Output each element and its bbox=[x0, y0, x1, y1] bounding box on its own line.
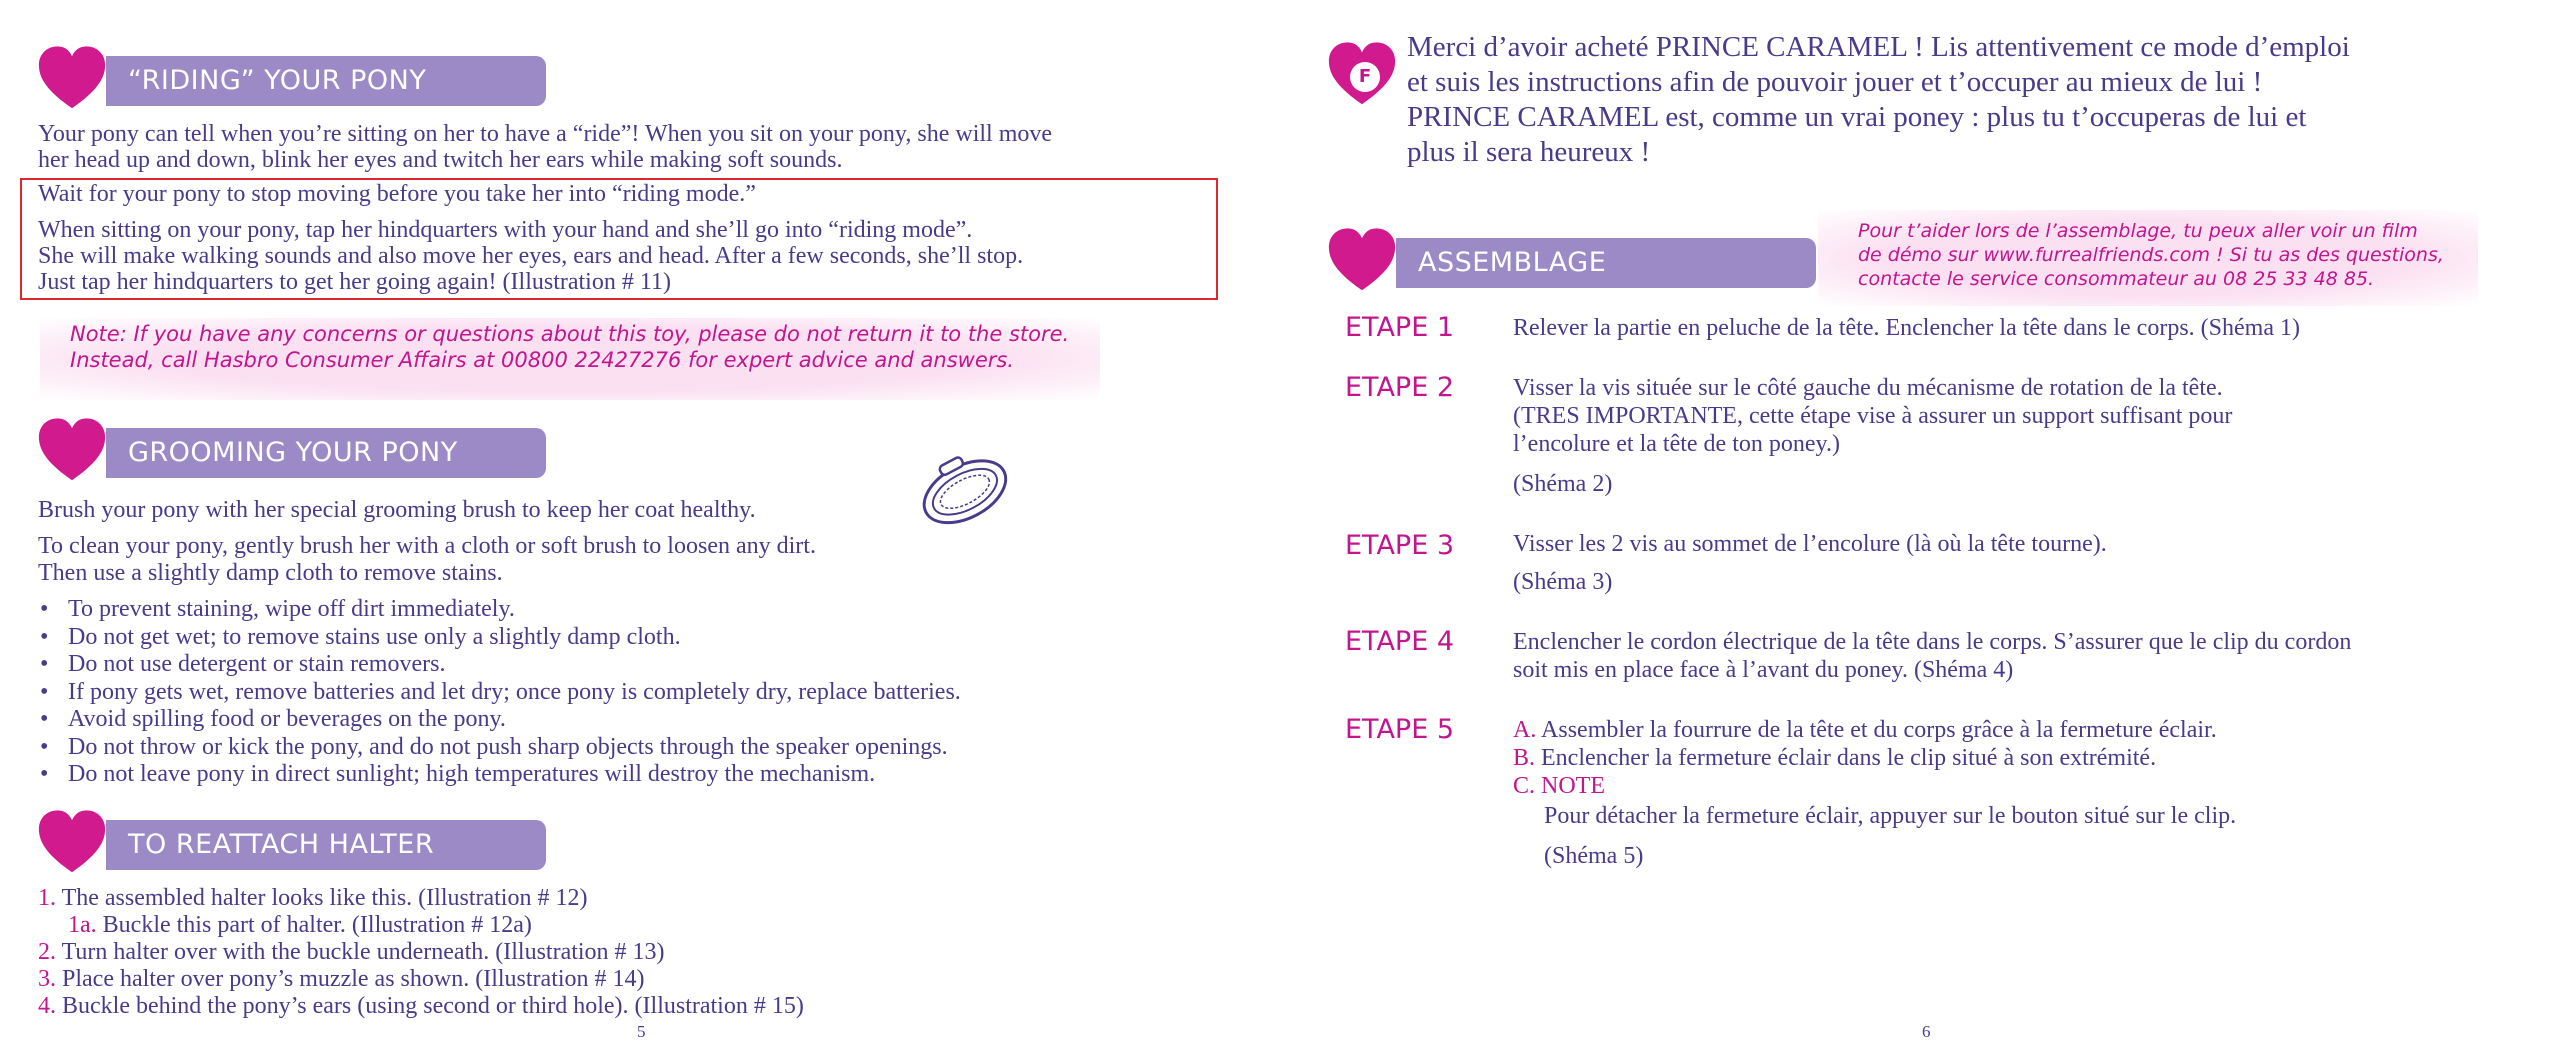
step-text: (TRES IMPORTANTE, cette étape vise à assurer un support suffisant pour bbox=[1513, 403, 2233, 429]
grooming-heading-text: GROOMING YOUR PONY bbox=[128, 437, 458, 468]
step-text: Pour détacher la fermeture éclair, appuyer sur le bouton situé sur le clip. bbox=[1544, 803, 2237, 829]
riding-heading bbox=[36, 52, 546, 108]
step-label: ETAPE 4 bbox=[1345, 626, 1455, 657]
list-item: 2. Turn halter over with the buckle underneath. (Illustration # 13) bbox=[38, 939, 665, 965]
step-ref: (Shéma 3) bbox=[1513, 569, 1613, 595]
list-item: 1a. Buckle this part of halter. (Illustration # 12a) bbox=[68, 912, 532, 938]
step-ref: (Shéma 2) bbox=[1513, 471, 1613, 497]
step-label: ETAPE 5 bbox=[1345, 714, 1455, 745]
riding-paragraph-3a: When sitting on your pony, tap her hindquarters with your hand and she’ll go into “riding mode”. bbox=[38, 217, 973, 243]
riding-paragraph-1b: her head up and down, blink her eyes and twitch her ears while making soft sounds. bbox=[38, 147, 843, 173]
riding-paragraph-3c: Just tap her hindquarters to get her going again! (Illustration # 11) bbox=[38, 269, 671, 295]
halter-heading-text: TO REATTACH HALTER bbox=[128, 829, 435, 860]
step-label: ETAPE 3 bbox=[1345, 530, 1455, 561]
riding-heading-text: “RIDING” YOUR PONY bbox=[128, 65, 427, 96]
step-note-label: C. NOTE bbox=[1513, 773, 1605, 799]
list-item: • If pony gets wet, remove batteries and let dry; once pony is completely dry, replace batteries. bbox=[38, 679, 961, 707]
step-text: B. Enclencher la fermeture éclair dans le clip situé à son extrémité. bbox=[1513, 745, 2157, 771]
assemblage-heading bbox=[1326, 234, 1826, 290]
grooming-heading bbox=[36, 424, 546, 480]
heart-icon bbox=[36, 414, 108, 486]
assemblage-heading-text: ASSEMBLAGE bbox=[1418, 247, 1607, 278]
step-label: ETAPE 1 bbox=[1345, 312, 1455, 343]
step-text: Visser les 2 vis au sommet de l’encolure (là où la tête tourne). bbox=[1513, 531, 2107, 557]
page-number: 5 bbox=[637, 1022, 646, 1041]
language-badge: F bbox=[1350, 62, 1380, 92]
step-text: soit mis en place face à l’avant du poney. (Shéma 4) bbox=[1513, 657, 2014, 683]
halter-heading bbox=[36, 816, 546, 872]
step-ref: (Shéma 5) bbox=[1544, 843, 1644, 869]
heart-icon bbox=[36, 42, 108, 114]
heart-icon bbox=[1326, 224, 1398, 296]
page-number: 6 bbox=[1922, 1022, 1931, 1041]
grooming-paragraph-2b: Then use a slightly damp cloth to remove stains. bbox=[38, 560, 503, 586]
heart-icon bbox=[36, 806, 108, 878]
assemblage-note: Pour t’aider lors de l’assemblage, tu peux aller voir un film de démo sur www.furrealfriends.com ! Si tu as des questions, contacte le service consommateur au 08 25 33 48 85. bbox=[1818, 210, 2478, 306]
grooming-bullet-list bbox=[38, 596, 961, 789]
step-text: Relever la partie en peluche de la tête. Enclencher la tête dans le corps. (Shéma 1) bbox=[1513, 315, 2300, 341]
list-item: 4. Buckle behind the pony’s ears (using second or third hole). (Illustration # 15) bbox=[38, 993, 804, 1019]
riding-paragraph-1a: Your pony can tell when you’re sitting on her to have a “ride”! When you sit on your pony, she will move bbox=[38, 121, 1053, 147]
list-item: 1. The assembled halter looks like this. (Illustration # 12) bbox=[38, 885, 588, 911]
grooming-paragraph-1: Brush your pony with her special grooming brush to keep her coat healthy. bbox=[38, 497, 756, 523]
list-item: 3. Place halter over pony’s muzzle as shown. (Illustration # 14) bbox=[38, 966, 645, 992]
list-item: • Avoid spilling food or beverages on the pony. bbox=[38, 706, 961, 734]
list-item: • Do not get wet; to remove stains use only a slightly damp cloth. bbox=[38, 624, 961, 652]
step-text: A. Assembler la fourrure de la tête et du corps grâce à la fermeture éclair. bbox=[1513, 717, 2217, 743]
note-line-1: If you have any concerns or questions about this toy, please do not return it to the store. bbox=[126, 322, 1070, 346]
riding-paragraph-2: Wait for your pony to stop moving before you take her into “riding mode.” bbox=[38, 181, 756, 207]
riding-paragraph-3b: She will make walking sounds and also move her eyes, ears and head. After a few seconds, she’ll stop. bbox=[38, 243, 1024, 269]
list-item: • To prevent staining, wipe off dirt immediately. bbox=[38, 596, 961, 624]
grooming-paragraph-2a: To clean your pony, gently brush her with a cloth or soft brush to loosen any dirt. bbox=[38, 533, 816, 559]
step-text: Enclencher le cordon électrique de la tête dans le corps. S’assurer que le clip du cordon bbox=[1513, 629, 2352, 655]
list-item: • Do not leave pony in direct sunlight; high temperatures will destroy the mechanism. bbox=[38, 761, 961, 789]
step-text: Visser la vis située sur le côté gauche du mécanisme de rotation de la tête. bbox=[1513, 375, 2223, 401]
step-text: l’encolure et la tête de ton poney.) bbox=[1513, 431, 1840, 457]
list-item: • Do not throw or kick the pony, and do not push sharp objects through the speaker openings. bbox=[38, 734, 961, 762]
note-line-2: Instead, call Hasbro Consumer Affairs at 00800 22427276 for expert advice and answers. bbox=[70, 348, 1014, 372]
grooming-brush-icon bbox=[914, 442, 1014, 532]
intro-text: Merci d’avoir acheté PRINCE CARAMEL ! Lis attentivement ce mode d’emploi et suis les instructions afin de pouvoir jouer et t’occuper au mieux de lui ! PRINCE CARAMEL est, comme un vrai poney : plus tu t’occuperas de lui et plus il sera heureux ! bbox=[1407, 31, 2350, 168]
list-item: • Do not use detergent or stain removers. bbox=[38, 651, 961, 679]
note-box bbox=[40, 318, 1100, 400]
step-label: ETAPE 2 bbox=[1345, 372, 1455, 403]
note-label: Note: bbox=[70, 322, 127, 346]
